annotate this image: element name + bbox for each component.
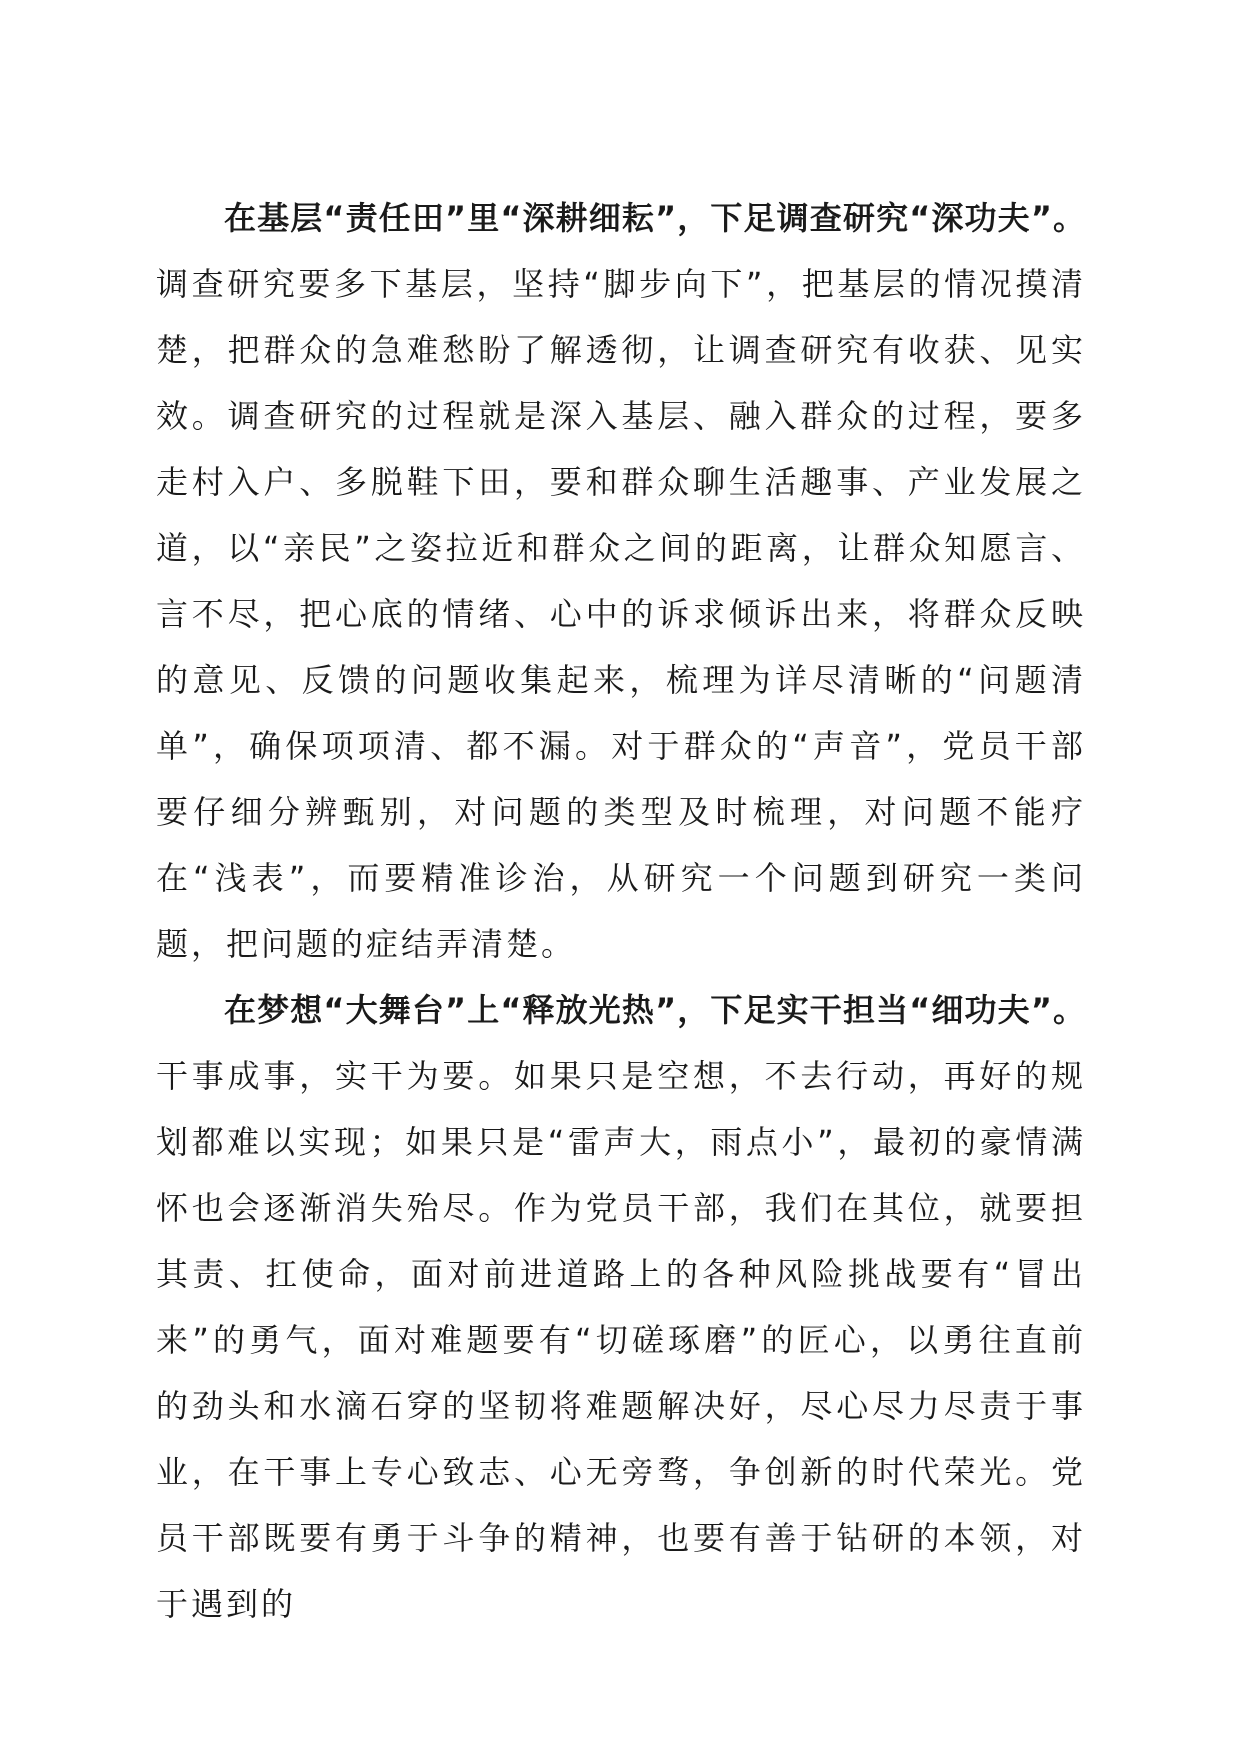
paragraph-practical-work: [156, 977, 1086, 1637]
paragraph-body-text: 干事成事，实干为要。如果只是空想，不去行动，再好的规划都难以实现；如果只是“雷声大，雨点小”，最初的豪情满怀也会逐渐消失殆尽。作为党员干部，我们在其位，就要担其责、扛使命，面对前进道路上的各种风险挑战要有“冒出来”的勇气，面对难题要有“切磋琢磨”的匠心，以勇往直前的劲头和水滴石穿的坚韧将难题解决好，尽心尽力尽责于事业，在干事上专心致志、心无旁骛，争创新的时代荣光。党员干部既要有勇于斗争的精神，也要有善于钻研的本领，对于遇到的: [156, 1057, 1086, 1623]
paragraph-body-text: 调查研究要多下基层，坚持“脚步向下”，把基层的情况摸清楚，把群众的急难愁盼了解透彻，让调查研究有收获、见实效。调查研究的过程就是深入基层、融入群众的过程，要多走村入户、多脱鞋下田，要和群众聊生活趣事、产业发展之道，以“亲民”之姿拉近和群众之间的距离，让群众知愿言、言不尽，把心底的情绪、心中的诉求倾诉出来，将群众反映的意见、反馈的问题收集起来，梳理为详尽清晰的“问题清单”，确保项项清、都不漏。对于群众的“声音”，党员干部要仔细分辨甄别，对问题的类型及时梳理，对问题不能疗在“浅表”，而要精准诊治，从研究一个问题到研究一类问题，把问题的症结弄清楚。: [156, 265, 1086, 963]
document-body: [156, 185, 1086, 1637]
paragraph-lead-heading: 在基层“责任田”里“深耕细耘”，下足调查研究“深功夫”。: [224, 199, 1086, 237]
paragraph-investigation: [156, 185, 1086, 977]
paragraph-lead-heading: 在梦想“大舞台”上“释放光热”，下足实干担当“细功夫”。: [224, 991, 1086, 1029]
